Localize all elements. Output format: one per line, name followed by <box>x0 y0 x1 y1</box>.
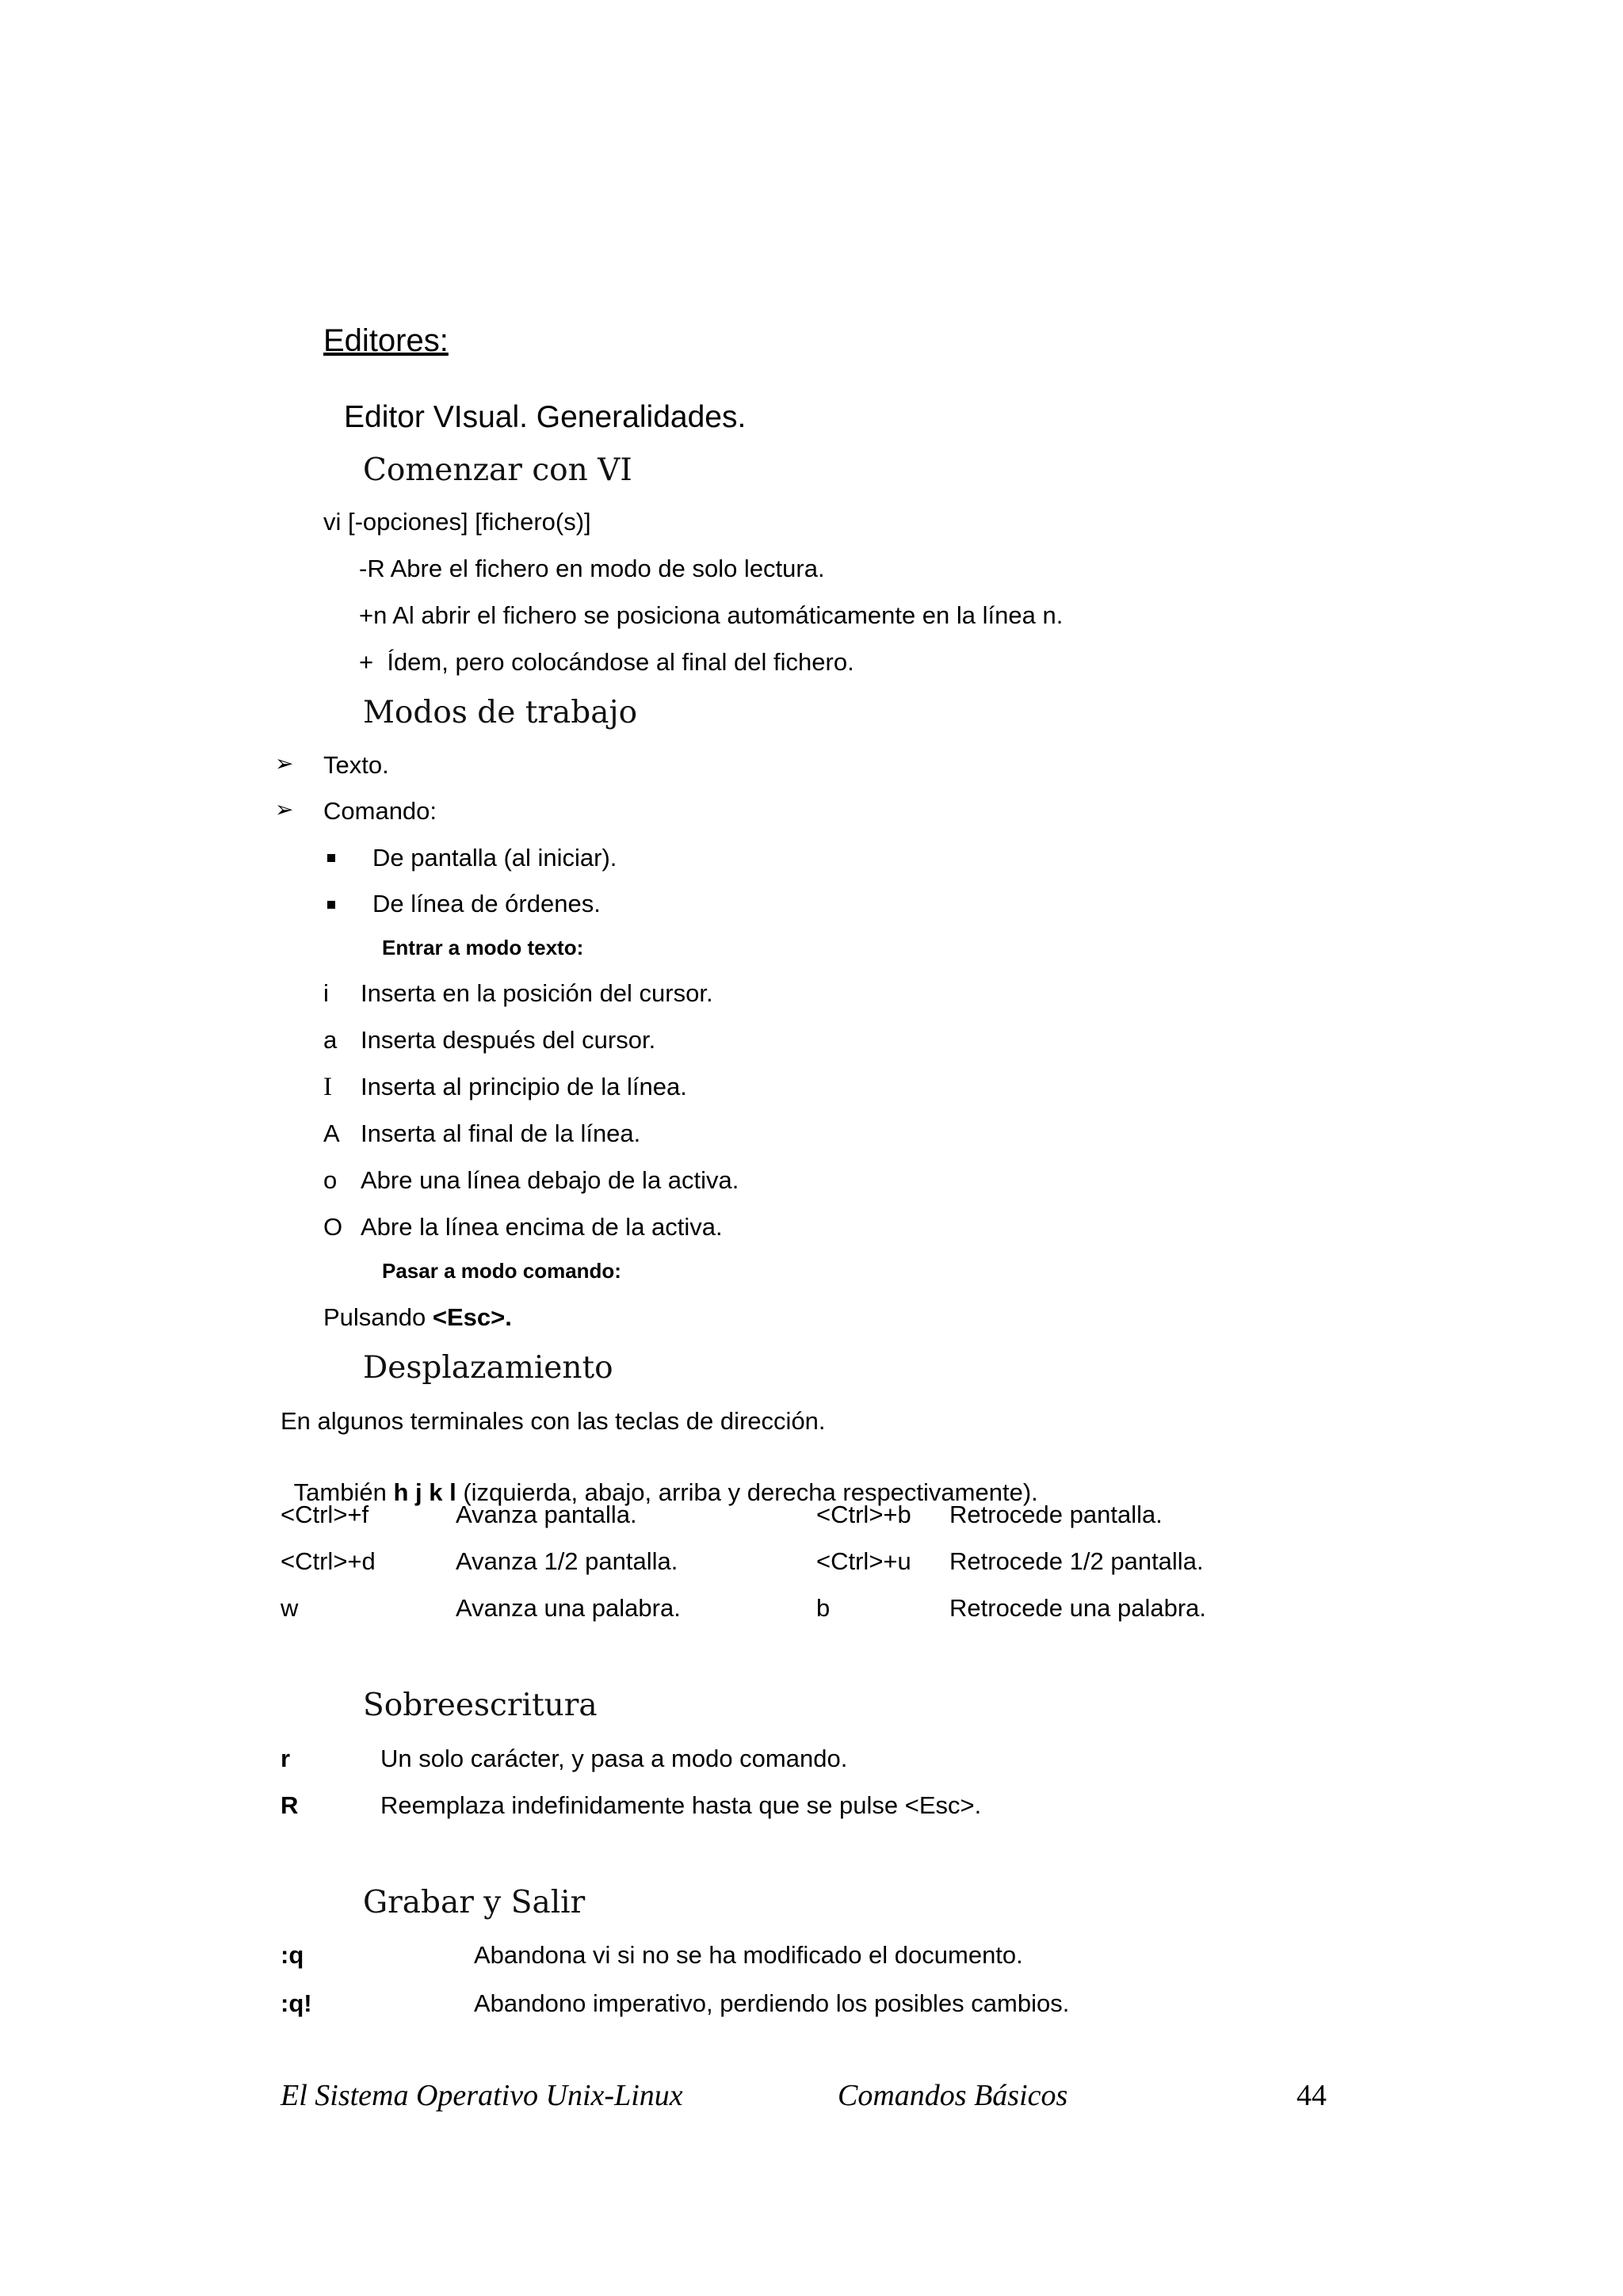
table-cell-desc: Retrocede 1/2 pantalla. <box>949 1547 1204 1575</box>
table-cell-desc: Retrocede pantalla. <box>949 1501 1163 1528</box>
desp-line-2 <box>281 1455 1038 1505</box>
pasar-label: Pasar a modo comando: <box>382 1259 621 1283</box>
footer-page-number: 44 <box>1296 2079 1327 2112</box>
table-cell-key: b <box>816 1594 831 1622</box>
option-line: -R Abre el fichero en modo de solo lectura. <box>359 555 825 582</box>
mode-item: Texto. <box>323 751 389 779</box>
overwrite-key: R <box>281 1791 299 1819</box>
option-line: + Ídem, pero colocándose al final del fichero. <box>359 648 854 676</box>
square-bullet-icon <box>327 898 335 913</box>
arrow-bullet-icon: ➢ <box>275 751 294 776</box>
heading-desplazamiento: Desplazamiento <box>363 1350 613 1386</box>
mode-item: Comando: <box>323 797 437 825</box>
arrow-bullet-icon: ➢ <box>275 797 294 822</box>
cmd-key: i <box>323 979 329 1007</box>
table-cell-key: w <box>281 1594 299 1622</box>
hjkl-keys: h j k l <box>393 1478 456 1506</box>
table-cell-key: <Ctrl>+f <box>281 1501 369 1528</box>
table-cell-key: <Ctrl>+u <box>816 1547 911 1575</box>
cmd-key: a <box>323 1026 338 1054</box>
table-cell-desc: Retrocede una palabra. <box>949 1594 1207 1622</box>
entrar-label: Entrar a modo texto: <box>382 936 584 959</box>
table-cell-key: <Ctrl>+b <box>816 1501 911 1528</box>
cmd-desc: Abre la línea encima de la activa. <box>361 1213 723 1241</box>
footer-book-title: El Sistema Operativo Unix-Linux <box>281 2079 683 2112</box>
pulsando-prefix: Pulsando <box>323 1303 433 1331</box>
overwrite-desc: Un solo carácter, y pasa a modo comando. <box>380 1745 848 1772</box>
overwrite-desc: Reemplaza indefinidamente hasta que se pulse <Esc>. <box>380 1791 982 1819</box>
quit-desc: Abandona vi si no se ha modificado el documento. <box>474 1941 1023 1969</box>
section-title: Editores: <box>323 323 449 358</box>
cmd-key: A <box>323 1119 340 1147</box>
option-line: +n Al abrir el fichero se posiciona automáticamente en la línea n. <box>359 601 1064 629</box>
subtitle: Editor VIsual. Generalidades. <box>344 400 747 434</box>
heading-modos: Modos de trabajo <box>363 695 638 730</box>
heading-grabar: Grabar y Salir <box>363 1885 586 1920</box>
table-cell-desc: Avanza pantalla. <box>456 1501 637 1528</box>
desp-suffix: (izquierda, abajo, arriba y derecha respectivamente). <box>456 1478 1038 1506</box>
pulsando-line <box>323 1305 512 1329</box>
submode-item: De pantalla (al iniciar). <box>372 844 617 871</box>
desp-prefix: También <box>293 1478 394 1506</box>
table-cell-desc: Avanza una palabra. <box>456 1594 681 1622</box>
submode-item: De línea de órdenes. <box>372 890 601 917</box>
cmd-key: O <box>323 1213 343 1241</box>
quit-key: :q <box>281 1941 304 1969</box>
cmd-desc: Inserta al final de la línea. <box>361 1119 641 1147</box>
esc-key: <Esc>. <box>432 1303 512 1331</box>
cmd-desc: Inserta después del cursor. <box>361 1026 656 1054</box>
overwrite-key: r <box>281 1745 291 1772</box>
quit-key: :q! <box>281 1989 312 2017</box>
cmd-key: I <box>323 1073 332 1101</box>
cmd-key: o <box>323 1166 338 1194</box>
square-bullet-icon <box>327 852 335 866</box>
desp-line-1: En algunos terminales con las teclas de dirección. <box>281 1407 826 1435</box>
cmd-desc: Inserta en la posición del cursor. <box>361 979 713 1007</box>
table-cell-key: <Ctrl>+d <box>281 1547 376 1575</box>
quit-desc: Abandono imperativo, perdiendo los posibles cambios. <box>474 1989 1070 2017</box>
cmd-desc: Inserta al principio de la línea. <box>361 1073 687 1100</box>
cmd-desc: Abre una línea debajo de la activa. <box>361 1166 739 1194</box>
heading-sobreescritura: Sobreescritura <box>363 1688 598 1723</box>
table-cell-desc: Avanza 1/2 pantalla. <box>456 1547 678 1575</box>
heading-comenzar: Comenzar con VI <box>363 452 632 488</box>
vi-syntax: vi [-opciones] [fichero(s)] <box>323 508 591 536</box>
footer-chapter: Comandos Básicos <box>838 2079 1068 2112</box>
